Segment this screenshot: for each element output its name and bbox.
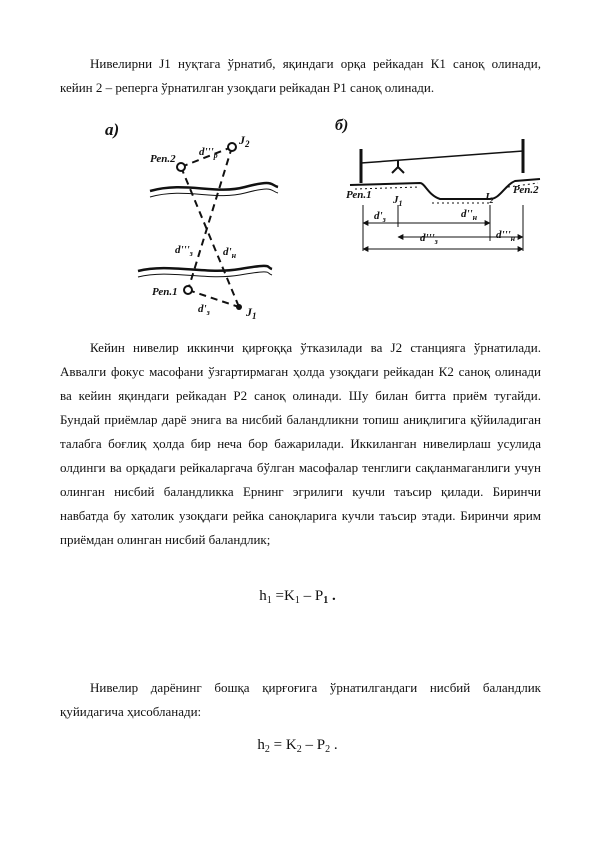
d-n-mid-sub: н: [231, 251, 237, 260]
d-p-top-sub: р: [213, 151, 218, 160]
lower-bank-line-thin: [138, 272, 272, 277]
formula-2: [0, 737, 595, 755]
svg-text:J1: [245, 305, 257, 321]
figure-a: [105, 120, 278, 321]
formula-2-h: h: [257, 737, 265, 753]
ground-profile: [350, 179, 540, 199]
lower-bank-line: [138, 266, 272, 271]
rep1-b-label: Реп.1: [346, 189, 372, 201]
svg-text:J2: [483, 191, 494, 205]
j2-sub: 2: [245, 139, 250, 149]
formula-1: [0, 588, 595, 606]
formula-1-end: .: [328, 588, 336, 604]
paragraph-main: Кейин нивелир иккинчи қирғоққа ўтказилади ва J2 станцияга ўрнатилади. Аввалги фокус масофани ўзгартирмаган ҳолда узоқдаги рейкадан К2 саноқ олинади ва кейин яқиндаги рейкадан Р2 саноқ олинади. Шу билан битта приём тугайди. Бундай приёмлар дарё энига ва нисбий баландликни топиш аниқлигига қўйиладиган талабга боғлиқ ҳолда бир неча бор бажарилади. Иккиланган нивелирлаш усулида олдинги ва орқадаги рейкаларгача бўлган масофалар тенглиги сақланмаганлиги учун олинган нисбий баландликка Ернинг эгрилиги кучли таъсир қилади. Биринчи навбатда бу хатолик узоқдаги рейка саноқларига кучли таъсир этади. Биринчи ярим приёмдан олинган нисбий баландлик;: [60, 340, 541, 547]
svg-text:d'''з: [175, 244, 193, 258]
j2-label: J: [239, 133, 245, 147]
svg-text:d'з: [198, 303, 210, 317]
rep2-b-label: Реп.2: [513, 184, 539, 196]
d-p-top-label: d''': [199, 146, 214, 158]
formula-1-h-sub: 1: [266, 595, 272, 606]
j2-point: [228, 143, 236, 151]
formula-1-minus: – P: [299, 588, 324, 604]
j1-b-sub: 1: [398, 199, 403, 208]
svg-text:d'н: [223, 246, 237, 260]
svg-text:d'''з: [420, 232, 438, 246]
j1-b-label: J: [393, 194, 399, 206]
sight-line-bottom: [188, 290, 239, 307]
d-n-mid-label: d': [223, 246, 232, 258]
sight-line-cross-2: [188, 147, 232, 290]
d-z-mid-label: d''': [175, 244, 190, 256]
j2-b-label: J: [484, 191, 490, 203]
d4-label: d''': [496, 229, 511, 241]
svg-text:J1: [392, 194, 403, 208]
d2-label: d'': [461, 208, 473, 220]
formula-2-h-sub: 2: [264, 744, 270, 755]
svg-text:d'''р: [199, 146, 218, 160]
j2-b-sub: 2: [489, 196, 494, 205]
d1-sub: з: [382, 215, 386, 224]
d4-sub: н: [510, 234, 516, 243]
sight-line-b: [361, 151, 523, 163]
j1-label: J: [246, 305, 252, 319]
d-z-mid-sub: з: [189, 249, 193, 258]
figure-b-label: б): [335, 117, 349, 134]
formula-1-k-sub: 1: [294, 595, 300, 606]
d-z-bottom-label: d': [198, 303, 207, 315]
formula-2-k-sub: 2: [296, 744, 302, 755]
rep2-label: Реп.2: [150, 153, 176, 165]
figure-b: [335, 117, 540, 251]
formula-1-p-sub: 1: [323, 595, 329, 606]
paragraph-intro: Нивелирни J1 нуқтага ўрнатиб, яқиндаги орқа рейкадан К1 саноқ олинади, кейин 2 – реперга ўрнатилган узоқдаги рейкадан Р1 саноқ олинади.: [60, 56, 541, 95]
formula-1-h: h: [259, 588, 267, 604]
formula-2-p-sub: 2: [325, 744, 331, 755]
d1-label: d': [374, 210, 383, 222]
d3-sub: з: [434, 237, 438, 246]
figure: [0, 105, 595, 345]
j1-point: [236, 304, 242, 310]
svg-text:d''н: [461, 208, 478, 222]
formula-1-eq: =K: [271, 588, 295, 604]
formula-2-eq: = K: [269, 737, 297, 753]
d-z-bottom-sub: з: [206, 308, 210, 317]
formula-2-end: .: [330, 737, 338, 753]
d2-sub: н: [472, 213, 478, 222]
rep1-label: Реп.1: [152, 286, 178, 298]
figure-a-label: а): [105, 120, 120, 139]
d3-label: d''': [420, 232, 435, 244]
j1-sub: 1: [252, 311, 257, 321]
svg-text:J2: [238, 133, 250, 149]
paragraph-second-bank: Нивелир дарёнинг бошқа қирғоғига ўрнатилгандаги нисбий баландлик қуйидагича ҳисобланади:: [60, 680, 541, 719]
rep1-point: [184, 286, 192, 294]
svg-text:d'з: [374, 210, 386, 224]
svg-text:d'''н: [496, 229, 516, 243]
formula-2-minus: – P: [301, 737, 326, 753]
level-instrument: [392, 167, 404, 173]
rep2-point: [177, 163, 185, 171]
